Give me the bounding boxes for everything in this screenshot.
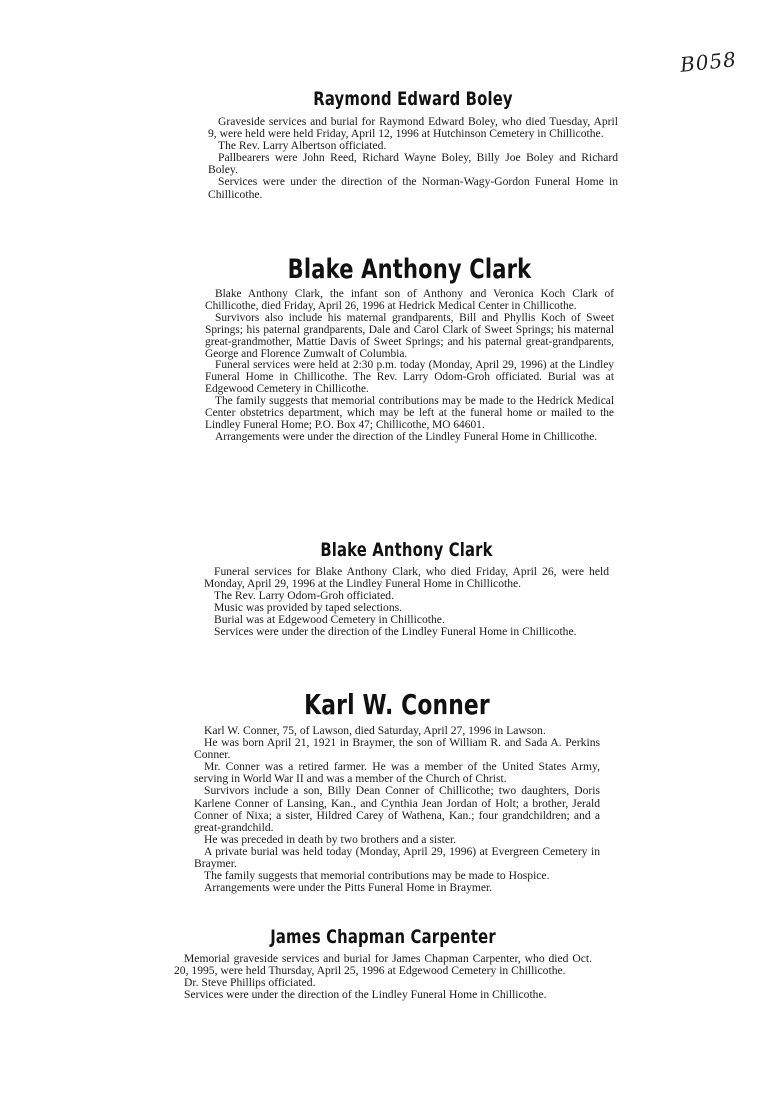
obituary-paragraph: Memorial graveside services and burial for James Chapman Carpenter, who died Oct. 20, 1995, were held Thursday, April 25, 1996 at Edgewood Cemetery in Chillicothe. (174, 952, 592, 978)
obituary-karl-w-conner (194, 688, 600, 894)
obituary-paragraph: Survivors also include his maternal grandparents, Bill and Phyllis Koch of Sweet Springs; his paternal grandparents, Dale and Carol Clark of Sweet Springs; his maternal great-grandmother, Mattie Davis of Sweet Springs; and his paternal great-grandparents, George and Florence Zumwalt of Columbia. (205, 311, 614, 360)
obituary-james-chapman-carpenter (174, 926, 592, 1001)
obituary-paragraph: Music was provided by taped selections. (214, 601, 403, 615)
obituary-blake-anthony-clark (205, 254, 614, 444)
obituary-paragraph: Burial was at Edgewood Cemetery in Chillicothe. (214, 613, 445, 627)
obituary-raymond-edward-boley (208, 88, 618, 201)
obituary-title: Blake Anthony Clark (320, 539, 493, 561)
obituary-paragraph: Arrangements were under the direction of the Lindley Funeral Home in Chillicothe. (215, 430, 598, 443)
obituary-paragraph: Pallbearers were John Reed, Richard Wayne Boley, Billy Joe Boley and Richard Boley. (208, 151, 618, 177)
obituary-paragraph: Blake Anthony Clark, the infant son of Anthony and Veronica Koch Clark of Chillicothe, died Friday, April 26, 1996 at Hedrick Medical Center in Chillicothe. (205, 288, 614, 312)
obituary-paragraph: He was preceded in death by two brothers and a sister. (204, 832, 457, 846)
obituary-paragraph: Graveside services and burial for Raymond Edward Boley, who died Tuesday, April 9, were held were held Friday, April 12, 1996 at Hutchinson Cemetery in Chillicothe. (208, 115, 618, 141)
obituary-paragraph: Dr. Steve Phillips officiated. (184, 976, 316, 990)
obituary-paragraph: A private burial was held today (Monday, April 29, 1996) at Evergreen Cemetery in Braymer. (194, 844, 600, 871)
obituary-paragraph: Services were under the direction of the Lindley Funeral Home in Chillicothe. (184, 988, 547, 1002)
obituary-paragraph: Funeral services were held at 2:30 p.m. today (Monday, April 29, 1996) at the Lindley Funeral Home in Chillicothe. The Rev. Larry Odom-Groh officiated. Burial was at Edgewood Cemetery in Chillicothe. (205, 359, 614, 396)
obituary-title: Blake Anthony Clark (287, 254, 532, 285)
obituary-paragraph: Arrangements were under the Pitts Funeral Home in Braymer. (204, 881, 493, 895)
obituary-paragraph: The Rev. Larry Odom-Groh officiated. (214, 589, 394, 603)
obituary-paragraph: Karl W. Conner, 75, of Lawson, died Saturday, April 27, 1996 in Lawson. (204, 724, 546, 737)
obituary-paragraph: Mr. Conner was a retired farmer. He was a member of the United States Army, serving in World War II and was a member of the Church of Christ. (194, 760, 600, 786)
obituary-paragraph: The Rev. Larry Albertson officiated. (218, 139, 387, 153)
obituary-title: James Chapman Carpenter (270, 926, 496, 948)
obituary-paragraph: Services were under the direction of the Norman-Wagy-Gordon Funeral Home in Chillicothe. (208, 175, 618, 201)
obituary-paragraph: Funeral services for Blake Anthony Clark, who died Friday, April 26, were held Monday, April 29, 1996 at the Lindley Funeral Home in Chillicothe. (204, 565, 609, 591)
obituary-title: Raymond Edward Boley (313, 88, 513, 110)
funeral-notice-blake-anthony-clark (204, 539, 609, 639)
obituary-title: Karl W. Conner (304, 688, 490, 721)
page-number-mark: B058 (678, 47, 738, 77)
obituary-paragraph: Survivors include a son, Billy Dean Conner of Chillicothe; two daughters, Doris Karlene Conner of Lansing, Kan., and Cynthia Jean Jordan of Holt; a brother, Jerald Conner of Nixa; a sister, Hildred Carey of Wathena, Kan.; four grandchildren; and a great-grandchild. (194, 784, 600, 834)
obituary-paragraph: The family suggests that memorial contributions may be made to Hospice. (204, 869, 550, 883)
obituary-paragraph: He was born April 21, 1921 in Braymer, the son of William R. and Sada A. Perkins Conner. (194, 736, 600, 762)
obituary-paragraph: Services were under the direction of the Lindley Funeral Home in Chillicothe. (214, 625, 577, 639)
obituary-paragraph: The family suggests that memorial contributions may be made to the Hedrick Medical Center obstetrics department, which may be left at the funeral home or mailed to the Lindley Funeral Home; P.O. Box 47; Chillicothe, MO 64601. (205, 395, 614, 431)
